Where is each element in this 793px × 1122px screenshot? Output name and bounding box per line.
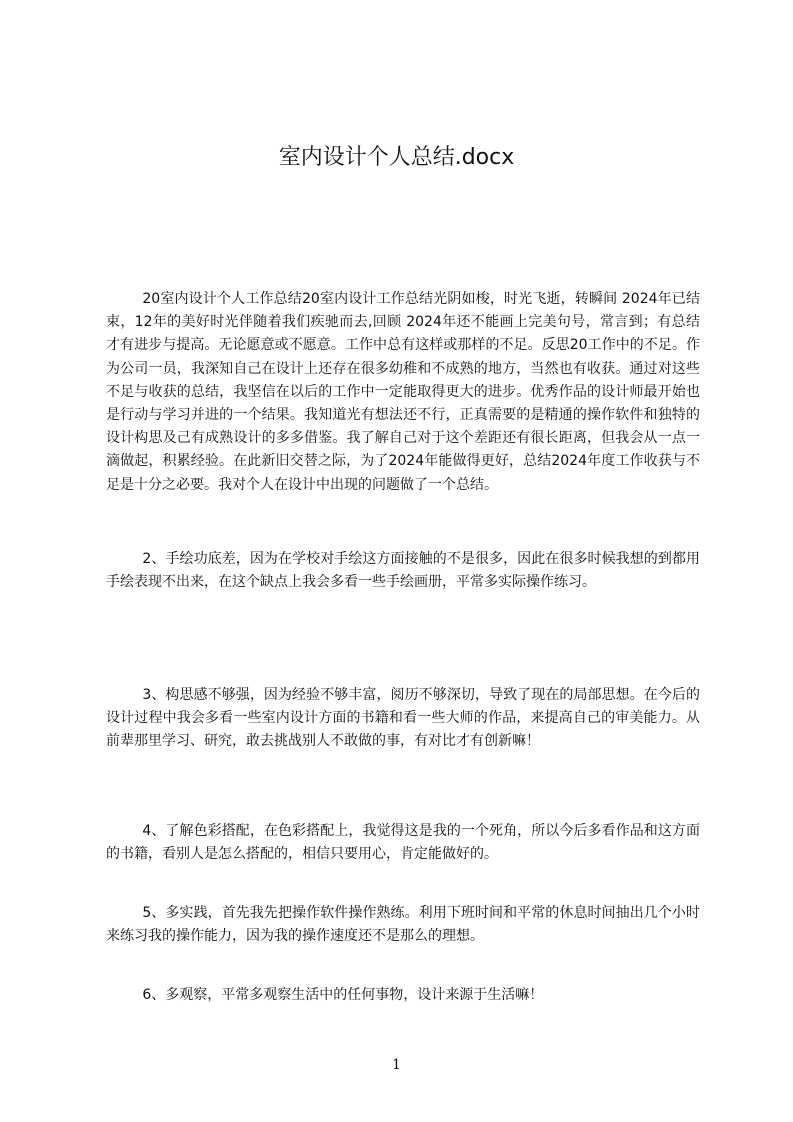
page-number: 1	[392, 1057, 401, 1073]
document-title: 室内设计个人总结.docx	[278, 145, 515, 170]
paragraph-practice: 5、多实践，首先我先把操作软件操作熟练。利用下班时间和平常的休息时间抽出几个小时来练习我的操作能力，因为我的操作速度还不是那么的理想。	[106, 905, 700, 945]
paragraph-observe: 6、多观察，平常多观察生活中的任何事物，设计来源于生活嘛！	[142, 987, 544, 1003]
paragraph-hand-drawing: 2、手绘功底差，因为在学校对手绘这方面接触的不是很多，因此在很多时候我想的到都用手绘表现不出来，在这个缺点上我会多看一些手绘画册，平常多实际操作练习。	[106, 551, 700, 591]
paragraph-concept: 3、构思感不够强，因为经验不够丰富，阅历不够深切，导致了现在的局部思想。在今后的设计过程中我会多看一些室内设计方面的书籍和看一些大师的作品，来提高自己的审美能力。从前辈那里学习、研究，敢去挑战别人不敢做的事，有对比才有创新嘛！	[106, 687, 700, 750]
paragraph-intro: 20室内设计个人工作总结20室内设计工作总结光阴如梭，时光飞逝，转瞬间 2024年已结束，12年的美好时光伴随着我们疾驰而去,回顾 2024年还不能画上完美句号，常言到；有总结才有进步与提高。无论愿意或不愿意。工作中总有这样或那样的不足。反思20工作中的不足。作为公司一员，我深知自己在设计上还存在很多幼稚和不成熟的地方，当然也有收获。通过对这些不足与收获的总结，我坚信在以后的工作中一定能取得更大的进步。优秀作品的设计师最开始也是行动与学习并进的一个结果。我知道光有想法还不行，正真需要的是精通的操作软件和独特的设计构思及己有成熟设计的多多借鉴。我了解自己对于这个差距还有很长距离，但我会从一点一滴做起，积累经验。在此新旧交替之际，为了2024年能做得更好，总结2024年度工作收获与不足是十分之必要。我对个人在设计中出现的问题做了一个总结。	[106, 291, 700, 493]
paragraph-color: 4、了解色彩搭配，在色彩搭配上，我觉得这是我的一个死角，所以今后多看作品和这方面的书籍，看别人是怎么搭配的，相信只要用心，肯定能做好的。	[106, 823, 700, 863]
